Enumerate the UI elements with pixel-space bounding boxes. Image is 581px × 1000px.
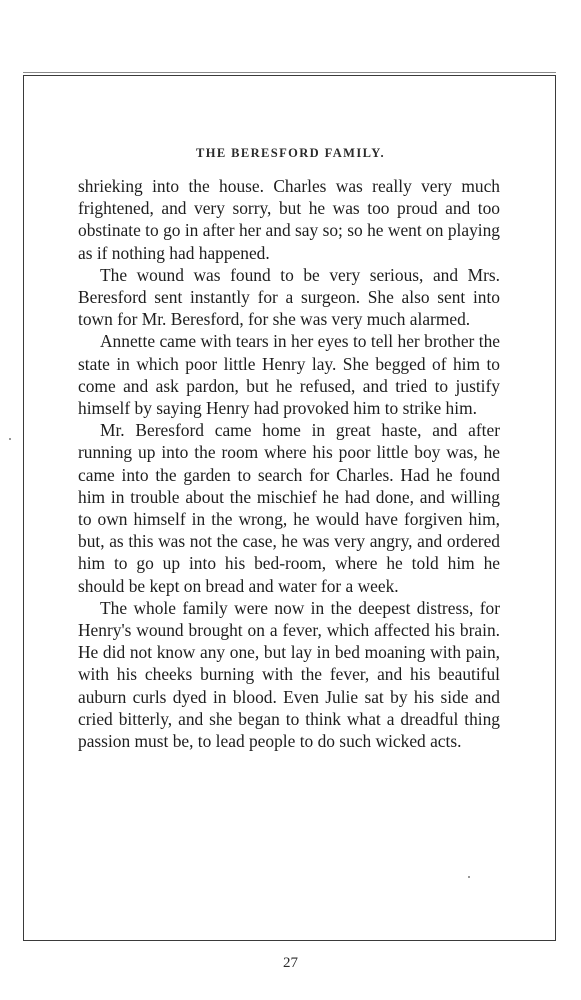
paragraph-2: The wound was found to be very serious, and Mrs. Beresford sent instantly for a surgeon. She also sent into town for Mr. Beresford, for she was very much alarmed. (78, 264, 500, 330)
paragraph-1: shrieking into the house. Charles was really very much frightened, and very sorry, but he was too proud and too obstinate to go in after her and say so; so he went on playing as if nothing had happened. (78, 176, 500, 263)
text-speck (468, 876, 470, 878)
page-frame-top-rule (23, 72, 556, 73)
body-text (78, 175, 500, 752)
margin-speck (9, 438, 11, 440)
page-number: 27 (283, 955, 298, 971)
running-head: THE BERESFORD FAMILY. (195, 146, 386, 160)
paragraph-5: The whole family were now in the deepest distress, for Henry's wound brought on a fever, which affected his brain. He did not know any one, but lay in bed moaning with pain, with his cheeks burning with the fever, and his beautiful auburn curls dyed in blood. Even Julie sat by his side and cried bitterly, and she began to think what a dreadful thing passion must be, to lead people to do such wicked acts. (78, 597, 500, 752)
paragraph-3: Annette came with tears in her eyes to tell her brother the state in which poor little Henry lay. She begged of him to come and ask pardon, but he refused, and tried to justify himself by saying Henry had provoked him to strike him. (78, 331, 500, 419)
paragraph-4: Mr. Beresford came home in great haste, and after running up into the room where his poor little boy was, he came into the garden to search for Charles. Had he found him in trouble about the mischief he had done, and willing to own himself in the wrong, he would have forgiven him, but, as this was not the case, he was very angry, and ordered him to go up into his bed-room, where he told him he should be kept on bread and water for a week. (78, 420, 500, 596)
